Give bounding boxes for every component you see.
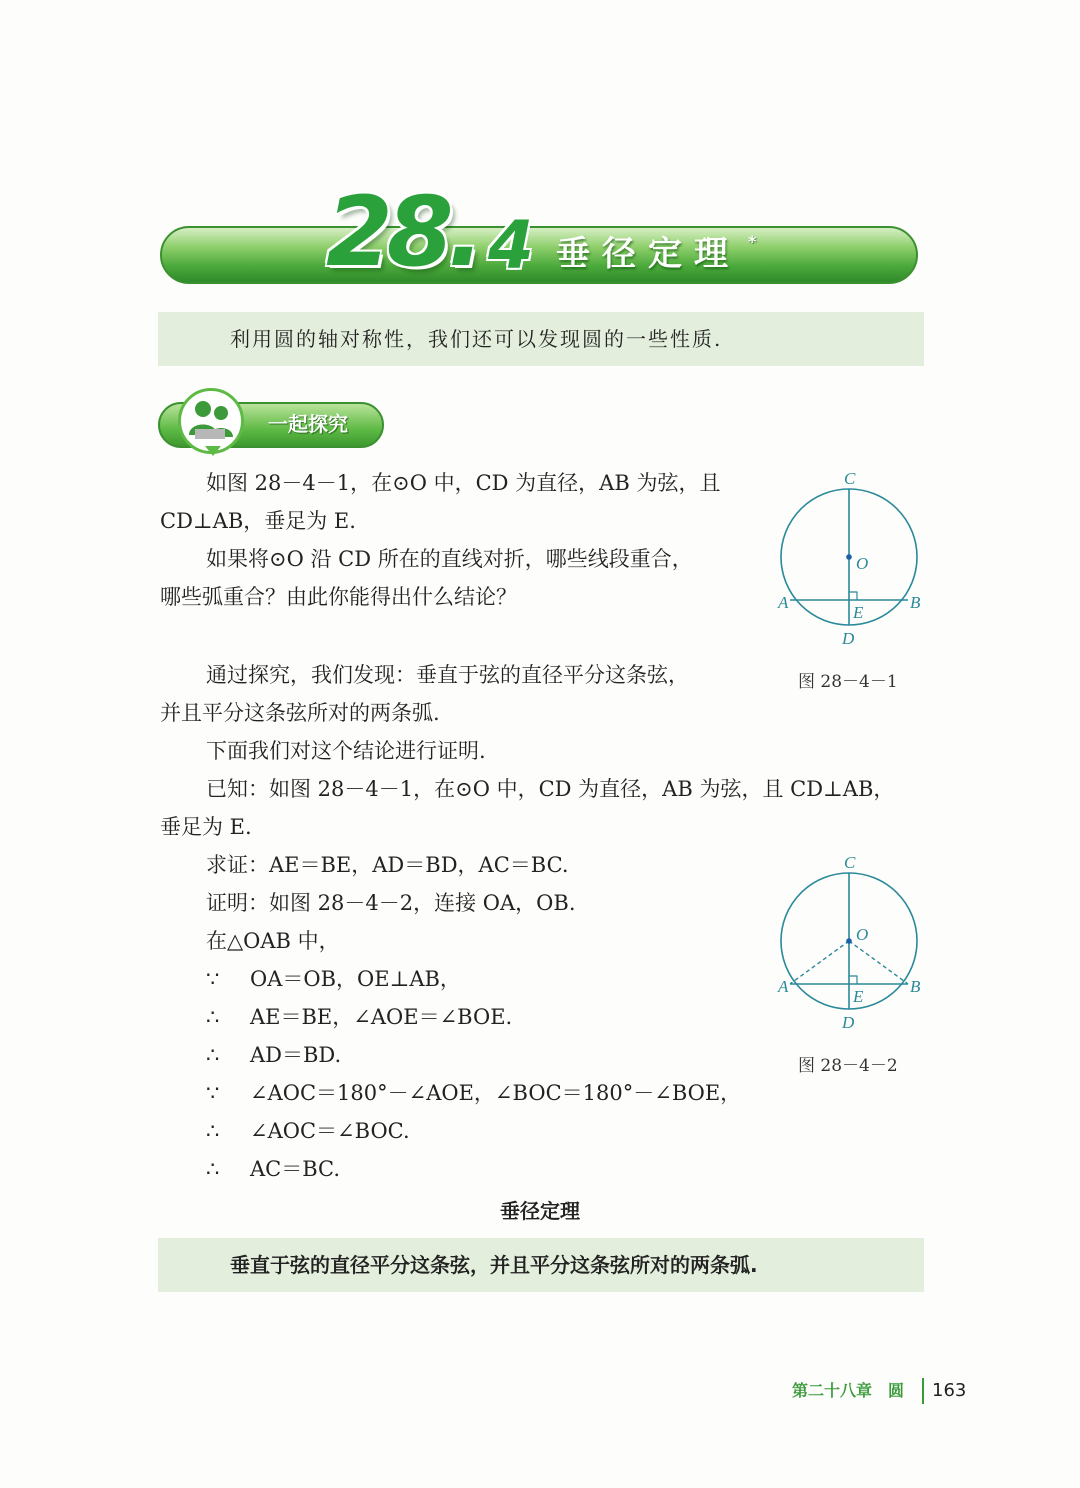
chevron-down-icon — [205, 446, 221, 456]
label-a: A — [778, 977, 789, 996]
label-d: D — [842, 1013, 855, 1032]
figure-caption: 图 28－4－2 — [798, 1056, 898, 1076]
explore-line: 如图 28－4－1，在⊙O 中，CD 为直径，AB 为弦，且 — [206, 471, 721, 495]
proof-start: 证明：如图 28－4－2，连接 OA，OB. — [206, 891, 576, 915]
proof-step: ∴ AC＝BC. — [206, 1157, 341, 1181]
section-title: 垂径定理 — [556, 234, 740, 274]
optional-section-marker: * — [748, 232, 757, 251]
to-prove: 求证：AE＝BE，AD＝BD，AC＝BC. — [206, 853, 569, 877]
theorem-text: 垂直于弦的直径平分这条弦，并且平分这条弦所对的两条弧. — [230, 1253, 758, 1277]
label-b: B — [910, 977, 921, 996]
explore-label: 一起探究 — [268, 412, 348, 436]
figure-28-4-1 — [772, 462, 932, 654]
proof-step: ∵ ∠AOC＝180°－∠AOE，∠BOC＝180°－∠BOE， — [206, 1081, 742, 1105]
section-title-banner — [160, 226, 918, 284]
label-o: O — [856, 554, 869, 573]
footer-chapter: 第二十八章 圆 — [792, 1381, 905, 1400]
theorem-title: 垂径定理 — [500, 1199, 580, 1223]
section-sub-number: 4 — [488, 207, 534, 284]
label-d: D — [842, 629, 855, 648]
label-c: C — [844, 469, 856, 488]
label-a: A — [778, 593, 789, 612]
label-e: E — [853, 603, 864, 622]
given-line: 垂足为 E. — [160, 815, 252, 839]
proof-triangle: 在△OAB 中， — [206, 929, 340, 953]
footer-divider — [922, 1378, 924, 1404]
label-c: C — [844, 853, 856, 872]
label-o: O — [856, 925, 869, 944]
label-e: E — [853, 987, 864, 1006]
figure-28-4-2 — [772, 846, 932, 1038]
proof-intro: 下面我们对这个结论进行证明. — [206, 739, 486, 763]
discovery-line: 并且平分这条弦所对的两条弧. — [160, 701, 440, 725]
figure-caption: 图 28－4－1 — [798, 672, 898, 692]
label-b: B — [910, 593, 921, 612]
section-number: 28. — [326, 176, 479, 288]
people-icon — [178, 388, 244, 454]
given-line: 已知：如图 28－4－1，在⊙O 中，CD 为直径，AB 为弦，且 CD⊥AB， — [206, 777, 895, 801]
explore-line: CD⊥AB，垂足为 E. — [160, 509, 356, 533]
proof-step: ∴ AE＝BE，∠AOE＝∠BOE. — [206, 1005, 513, 1029]
proof-step: ∴ AD＝BD. — [206, 1043, 342, 1067]
page-number: 163 — [932, 1380, 967, 1401]
explore-line: 如果将⊙O 沿 CD 所在的直线对折，哪些线段重合， — [206, 547, 693, 571]
proof-step: ∵ OA＝OB，OE⊥AB， — [206, 967, 461, 991]
discovery-line: 通过探究，我们发现：垂直于弦的直径平分这条弦， — [206, 663, 689, 687]
intro-text: 利用圆的轴对称性，我们还可以发现圆的一些性质. — [230, 327, 723, 351]
explore-line: 哪些弧重合？由此你能得出什么结论？ — [160, 585, 517, 609]
proof-step: ∴ ∠AOC＝∠BOC. — [206, 1119, 410, 1143]
